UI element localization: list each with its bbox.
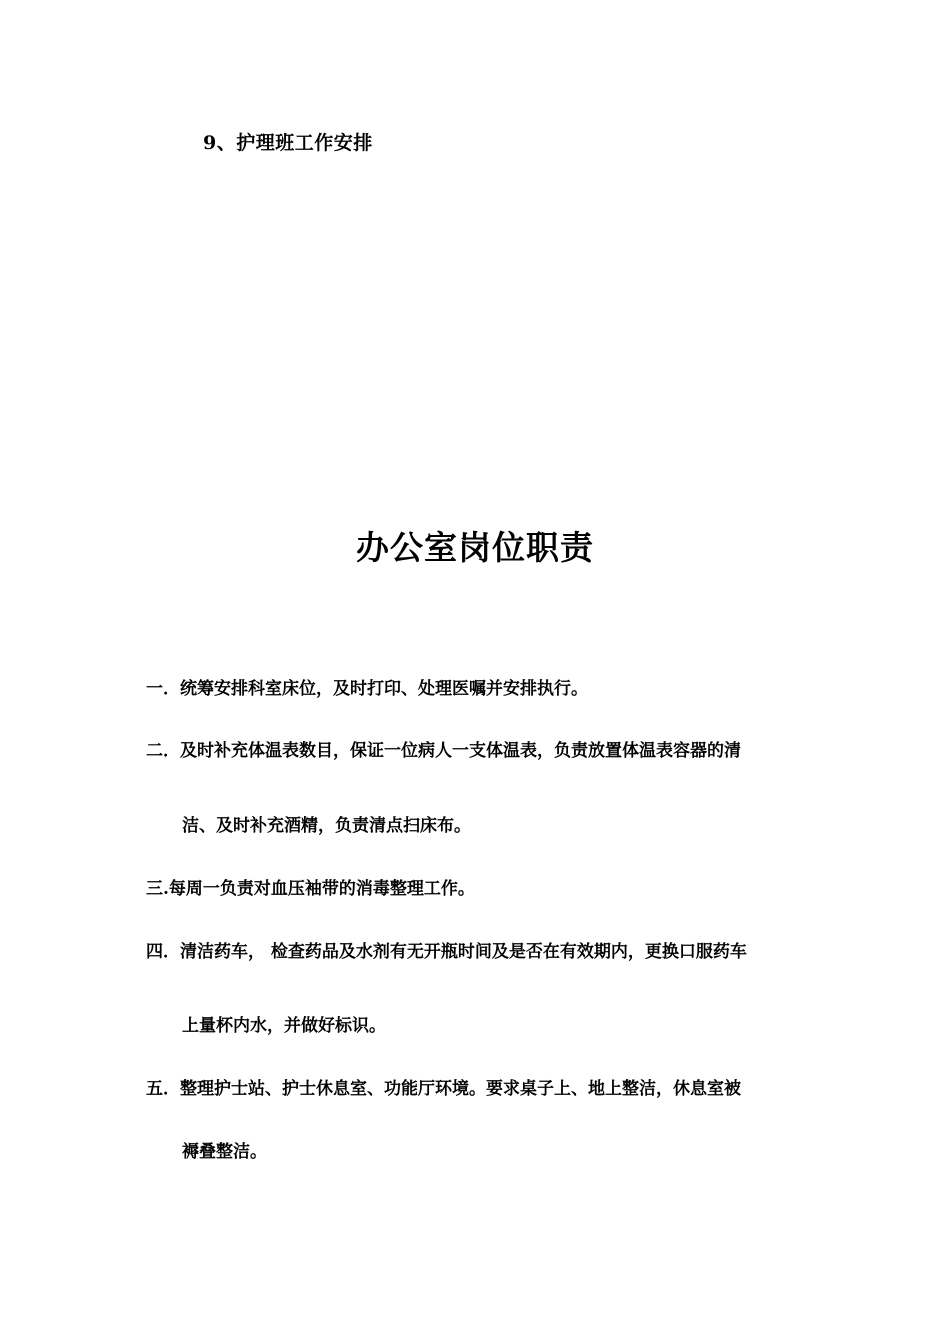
- duty-item-5-line-1: 五．整理护士站、护士休息室、功能厅环境。要求桌子上、地上整洁，休息室被: [146, 1079, 741, 1099]
- duty-item-2-line-1: 二．及时补充体温表数目，保证一位病人一支体温表，负责放置体温表容器的清: [146, 741, 741, 761]
- duty-item-4-line-1: 四．清洁药车， 检查药品及水剂有无开瓶时间及是否在有效期内，更换口服药车: [146, 942, 747, 962]
- duty-item-5-line-2: 褥叠整洁。: [182, 1142, 267, 1162]
- duty-item-3: 三.每周一负责对血压袖带的消毒整理工作。: [146, 879, 475, 899]
- duty-item-1: 一．统筹安排科室床位，及时打印、处理医嘱并安排执行。: [146, 679, 588, 699]
- section-heading: 9、护理班工作安排: [203, 132, 373, 154]
- duty-item-2-line-2: 洁、及时补充酒精，负责清点扫床布。: [182, 816, 471, 836]
- duty-item-4-line-2: 上量杯内水，并做好标识。: [182, 1016, 386, 1036]
- document-title: 办公室岗位职责: [356, 528, 594, 567]
